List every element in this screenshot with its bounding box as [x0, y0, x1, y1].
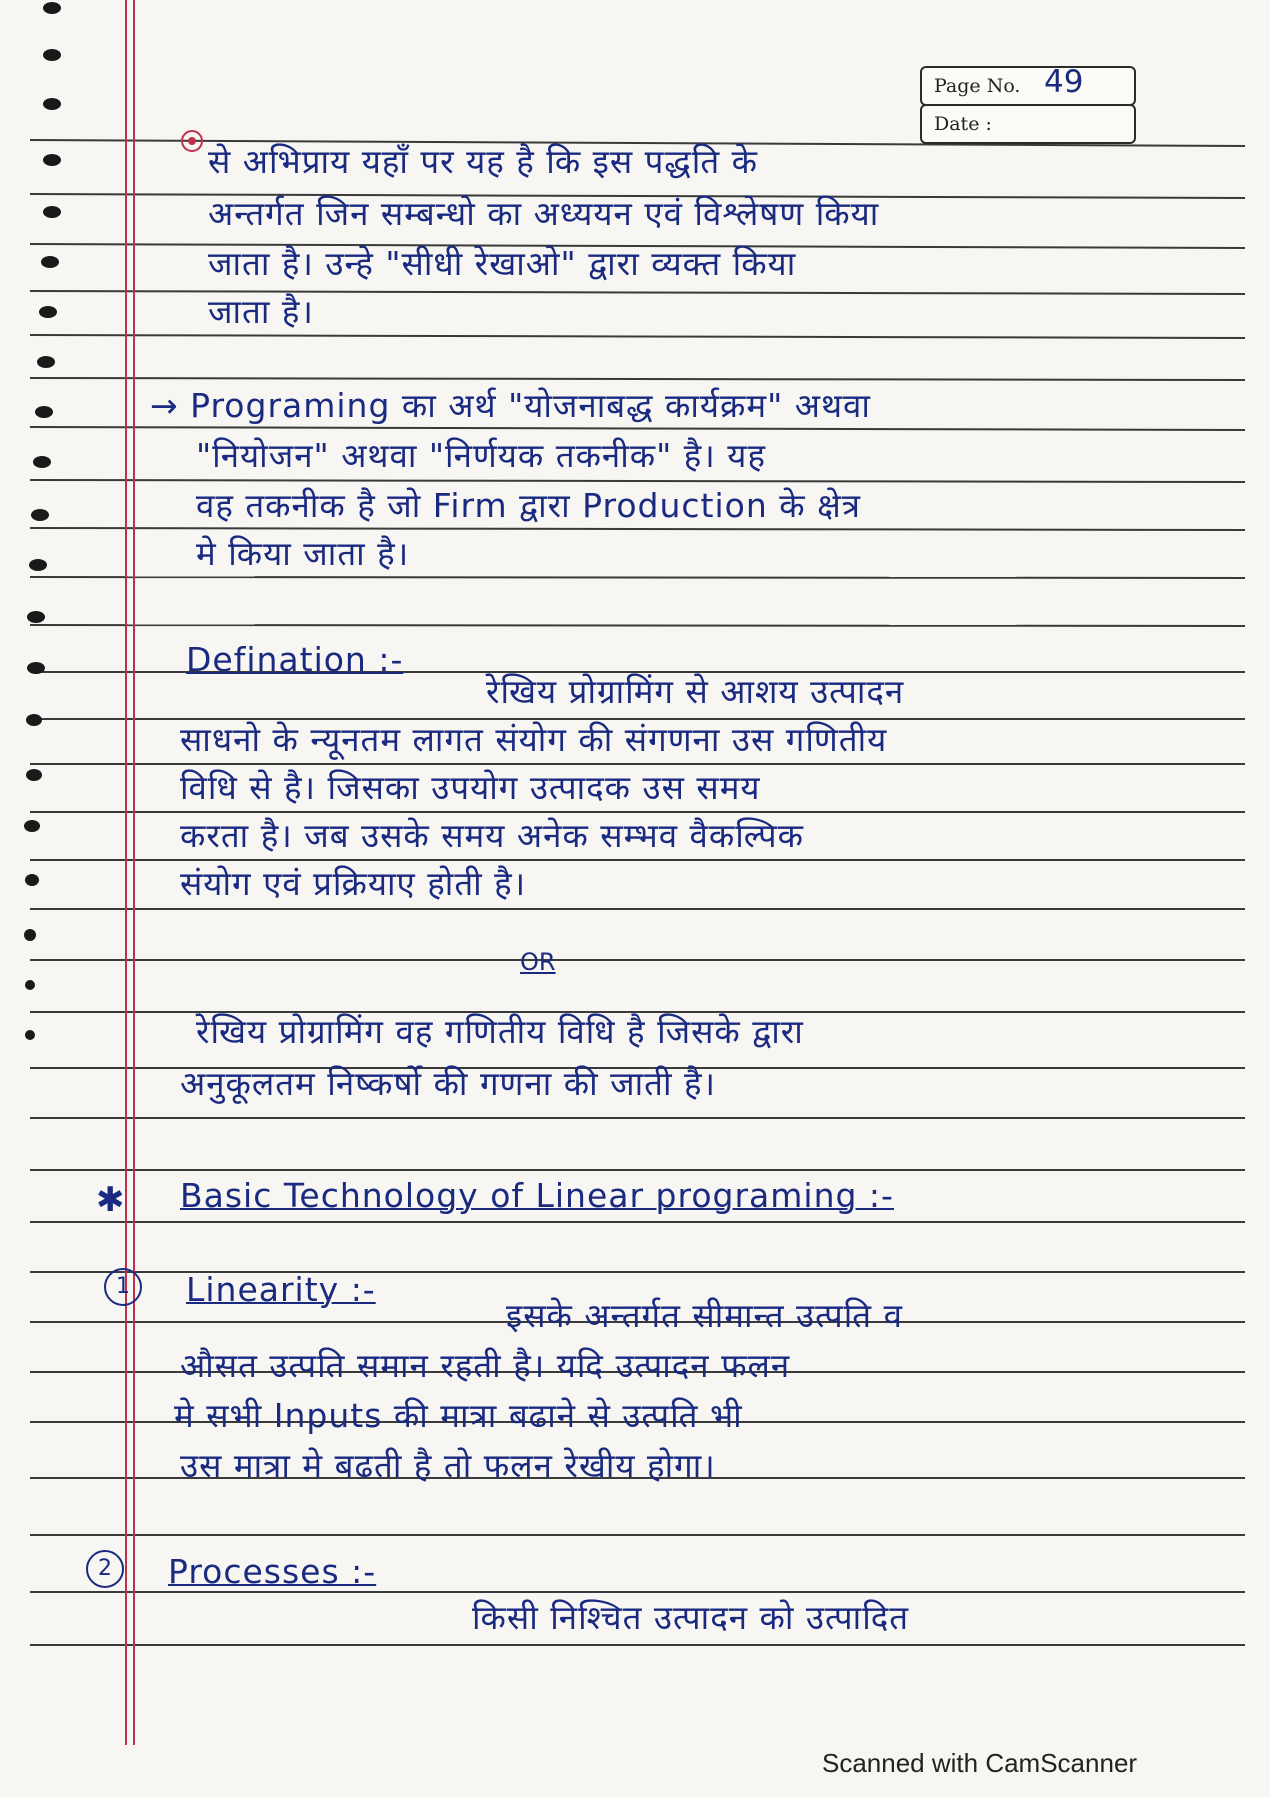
- item1-line: औसत उत्पति समान रहती है। यदि उत्पादन फलन: [180, 1346, 791, 1385]
- item1-line: उस मात्रा मे बढती है तो फलन रेखीय होगा।: [180, 1446, 716, 1485]
- page-no-label: Page No.: [934, 75, 1021, 97]
- item1-line: मे सभी Inputs की मात्रा बढाने से उत्पति भी: [174, 1396, 743, 1435]
- defination-line: साधनो के न्यूनतम लागत संयोग की संगणना उस गणितीय: [180, 720, 888, 759]
- para1-line: जाता है।: [208, 292, 314, 331]
- para1-line: से अभिप्राय यहाँ पर यह है कि इस पद्धति के: [208, 142, 758, 181]
- para2-line: मे किया जाता है।: [196, 534, 410, 573]
- page-no-value: 49: [1044, 64, 1084, 100]
- star-bullet-icon: ✱: [96, 1180, 125, 1220]
- item2-line: किसी निश्चित उत्पादन को उत्पादित: [472, 1598, 910, 1637]
- para1-line: जाता है। उन्हे "सीधी रेखाओ" द्वारा व्यक्त किया: [208, 244, 797, 283]
- linearity-heading: Linearity :-: [186, 1270, 376, 1309]
- binding-holes: [24, 2, 61, 1040]
- para2-line: वह तकनीक है जो Firm द्वारा Production के क्षेत्र: [196, 486, 861, 525]
- processes-heading: Processes :-: [168, 1552, 377, 1591]
- defination-line: विधि से है। जिसका उपयोग उत्पादक उस समय: [180, 768, 761, 807]
- page-number-box: [920, 66, 1136, 106]
- basic-technology-heading: Basic Technology of Linear programing :-: [180, 1176, 894, 1215]
- date-label: Date :: [934, 113, 992, 135]
- defination-heading: Defination :-: [186, 640, 404, 679]
- item1-number-circle: 1: [104, 1268, 142, 1306]
- para2-line: "नियोजन" अथवा "निर्णयक तकनीक" है। यह: [196, 436, 766, 475]
- item2-number-circle: 2: [86, 1550, 124, 1588]
- date-box: [920, 104, 1136, 144]
- or-line: अनुकूलतम निष्कर्षो की गणना की जाती है।: [180, 1064, 717, 1103]
- defination-line: संयोग एवं प्रक्रियाए होती है।: [180, 864, 527, 903]
- para1-line: अन्तर्गत जिन सम्बन्धो का अध्ययन एवं विश्लेषण किया: [208, 194, 880, 233]
- or-line: रेखिय प्रोग्रामिंग वह गणितीय विधि है जिसके द्वारा: [196, 1012, 804, 1051]
- or-label: OR: [520, 948, 556, 976]
- camscanner-watermark: Scanned with CamScanner: [822, 1748, 1138, 1778]
- defination-line: करता है। जब उसके समय अनेक सम्भव वैकल्पिक: [180, 816, 805, 855]
- para2-line: → Programing का अर्थ "योजनाबद्ध कार्यक्रम" अथवा: [150, 386, 871, 425]
- item1-line: इसके अन्तर्गत सीमान्त उत्पति व: [506, 1296, 903, 1335]
- defination-line: रेखिय प्रोग्रामिंग से आशय उत्पादन: [486, 672, 905, 711]
